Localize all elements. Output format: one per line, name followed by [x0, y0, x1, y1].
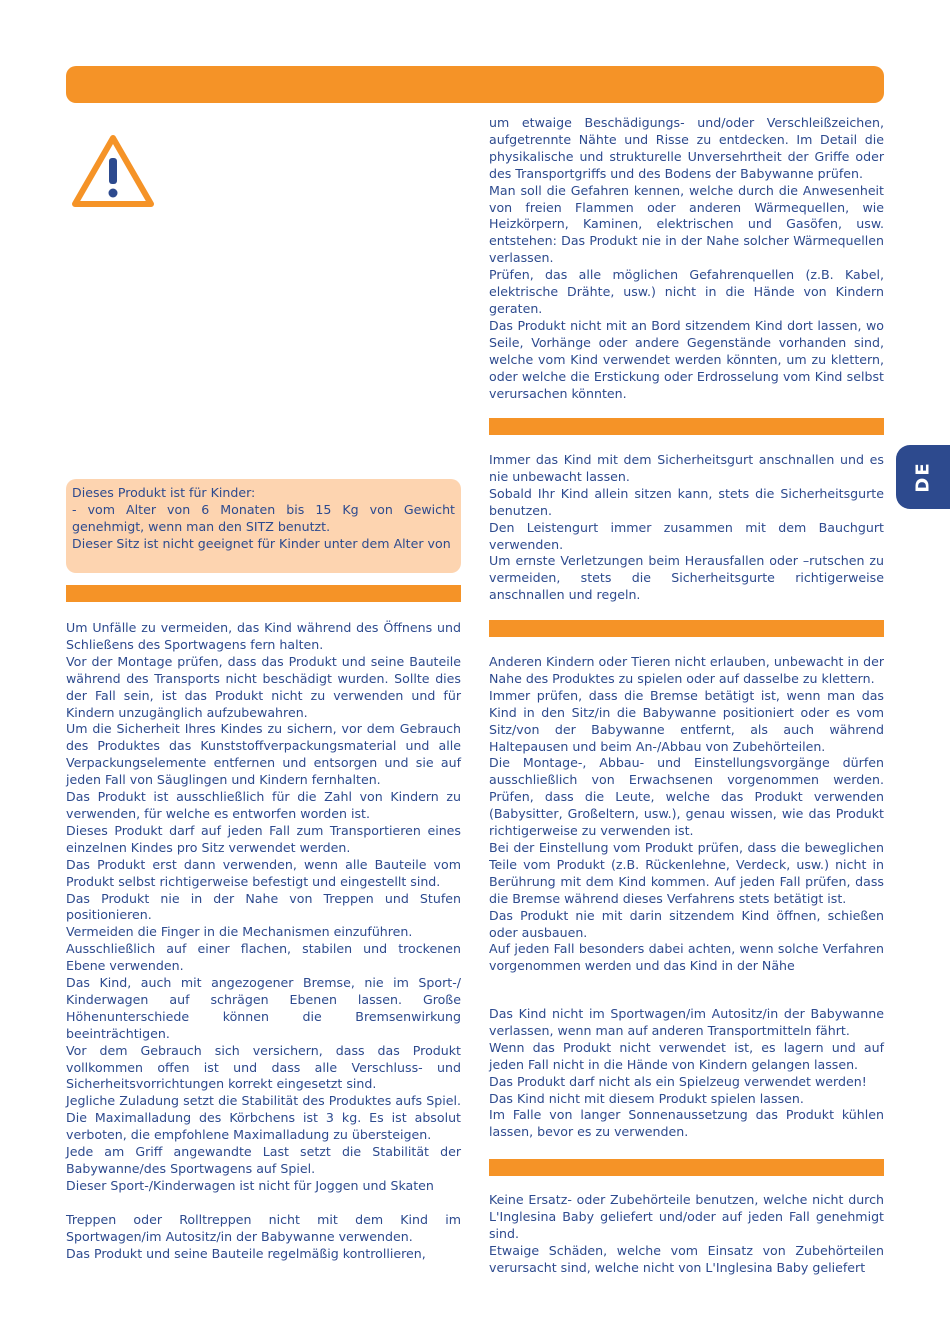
paragraph: Das Produkt ist ausschließlich für die Zahl von Kindern zu verwenden, für welche es entworfen worden ist. [66, 789, 461, 821]
age-info-box [66, 479, 461, 573]
paragraph: Das Produkt nie mit darin sitzendem Kind öffnen, schießen oder ausbauen. [489, 907, 884, 940]
header-bar [66, 66, 884, 103]
paragraph: Immer prüfen, dass die Bremse betätigt ist, wenn man das Kind in den Sitz/in die Babywanne positioniert oder es vom Sitz/von der Babywanne entfernt, als auch während Haltepausen und beim An-/Abbau von Zubehörteilen. [489, 687, 884, 754]
paragraph: Wenn das Produkt nicht verwendet ist, es lagern und auf jeden Fall nicht in die Hände von Kindern gelangen lassen. [489, 1039, 884, 1072]
paragraph: Man soll die Gefahren kennen, welche durch die Anwesenheit von freien Flammen oder anderen Wärmequellen, wie Heizkörpern, Kaminen, elektrischen und Gasöfen, usw. entstehen: Das Produkt nie in der Nahe solcher Wärmequellen verlassen. [489, 182, 884, 266]
right-column-text-4 [489, 1006, 884, 1141]
paragraph: Bei der Einstellung vom Produkt prüfen, dass die beweglichen Teile vom Produkt (z.B. Rückenlehne, Verdeck, usw.) nicht in Berührung mit dem Kind kommen. Auf jeden Fall prüfen, dass die Bremse während dieses Verfahrens stets betätigt ist. [489, 839, 884, 906]
paragraph-gap [66, 1195, 461, 1212]
paragraph: Das Kind, auch mit angezogener Bremse, nie im Sport-/ Kinderwagen auf schrägen Ebenen lassen. Große Höhenunterschiede können die Bremsenwirkung beeinträchtigen. [66, 975, 461, 1041]
right-column-text-5 [489, 1192, 884, 1277]
paragraph: Das Produkt und seine Bauteile regelmäßig kontrollieren, [66, 1245, 426, 1261]
paragraph: Sobald Ihr Kind allein sitzen kann, stets die Sicherheitsgurte benutzen. [489, 485, 884, 518]
section-bar-accessories [489, 1159, 884, 1176]
info-line: - vom Alter von 6 Monaten bis 15 Kg von Gewicht genehmigt, wenn man den SITZ benutzt. [72, 501, 455, 534]
language-tab-label: DE [912, 461, 934, 493]
left-column-text [66, 620, 461, 1262]
paragraph: Prüfen, das alle möglichen Gefahrenquellen (z.B. Kabel, elektrische Drähte, usw.) nicht in die Hände von Kindern geraten. [489, 267, 884, 316]
paragraph: Jede am Griff angewandte Last setzt die Stabilität der Babywanne/des Sportwagens auf Spiel. [66, 1144, 461, 1176]
section-bar-safety-belts [489, 418, 884, 435]
paragraph: Ausschließlich auf einer flachen, stabilen und trockenen Ebene verwenden. [66, 941, 461, 974]
paragraph: Vermeiden die Finger in die Mechanismen einzuführen. [66, 924, 413, 940]
paragraph: Anderen Kindern oder Tieren nicht erlauben, unbewacht in der Nahe des Produktes zu spielen oder auf dasselbe zu klettern. [489, 654, 884, 686]
paragraph: Vor dem Gebrauch sich versichern, dass das Produkt vollkommen offen ist und dass alle Verschluss- und Sicherheitsvorrichtungen korrekt eingesetzt sind. [66, 1042, 461, 1092]
paragraph: Etwaige Schäden, welche vom Einsatz von Zubehörteilen verursacht sind, welche nicht von L'Inglesina Baby geliefert [489, 1242, 884, 1275]
paragraph: Das Produkt erst dann verwenden, wenn alle Bauteile vom Produkt selbst richtigerweise befestigt und eingestellt sind. [66, 856, 461, 889]
language-tab [896, 445, 950, 509]
paragraph: Das Produkt nicht mit an Bord sitzendem Kind dort lassen, wo Seile, Vorhänge oder andere Gegenstände vorhanden sind, welche vom Kind verwendet werden könnten, um zu klettern, oder welche die Erstickung oder Erdrosselung vom Kind selbst verursachen könnten. [489, 317, 884, 401]
paragraph: Im Falle von langer Sonnenaussetzung das Produkt kühlen lassen, bevor es zu verwenden. [489, 1107, 884, 1140]
right-column-text-2 [489, 452, 884, 604]
right-column-text-3 [489, 654, 884, 990]
paragraph: Um Unfälle zu vermeiden, das Kind während des Öffnens und Schließens des Sportwagens fern halten. [66, 620, 461, 652]
paragraph: Das Kind nicht im Sportwagen/im Autositz/in der Babywanne verlassen, wenn man auf anderen Transportmitteln fährt. [489, 1006, 884, 1038]
paragraph: Dieses Produkt darf auf jeden Fall zum Transportieren eines einzelnen Kindes pro Sitz verwendet werden. [66, 822, 461, 855]
paragraph: um etwaige Beschädigungs- und/oder Verschleißzeichen, aufgetrennte Nähte und Risse zu entdecken. Im Detail die physikalische und strukturelle Unversehrtheit der Griffe oder des Transportgriffs und des Bodens der Babywanne prüfen. [489, 115, 884, 181]
paragraph: Keine Ersatz- oder Zubehörteile benutzen, welche nicht durch L'Inglesina Baby geliefert und/oder auf jeden Fall genehmigt sind. [489, 1192, 884, 1241]
paragraph: Den Leistengurt immer zusammen mit dem Bauchgurt verwenden. [489, 519, 884, 552]
warning-triangle-icon [70, 132, 156, 210]
section-bar-usage [489, 620, 884, 637]
paragraph: Jegliche Zuladung setzt die Stabilität des Produktes aufs Spiel. Die Maximalladung des Körbchens ist 3 kg. Es ist absolut verboten, die empfohlene Maximalladung zu übersteigen. [66, 1093, 461, 1143]
paragraph: Das Kind nicht mit diesem Produkt spielen lassen. [489, 1090, 804, 1106]
paragraph: Vor der Montage prüfen, dass das Produkt und seine Bauteile während des Transports nicht beschädigt wurden. Sollte dies der Fall sein, ist das Produkt nicht zu verwenden und für Kindern unzugänglich aufzubewahren. [66, 653, 461, 720]
paragraph: Um die Sicherheit Ihres Kindes zu sichern, vor dem Gebrauch des Produktes das Kunststoffverpackungsmaterial und alle Verpackungselemente entfernen und entsorgen und sie auf jeden Fall von Säuglingen und Kindern fernhalten. [66, 721, 461, 788]
paragraph: Das Produkt darf nicht als ein Spielzeug verwendet werden! [489, 1073, 867, 1089]
paragraph: Das Produkt nie in der Nahe von Treppen und Stufen positionieren. [66, 890, 461, 923]
paragraph: Um ernste Verletzungen beim Herausfallen oder –rutschen zu vermeiden, stets die Sicherheitsgurte richtigerweise anschnallen und regeln. [489, 553, 884, 603]
paragraph: Auf jeden Fall besonders dabei achten, wenn solche Verfahren vorgenommen werden und das Kind in der Nähe [489, 941, 884, 974]
paragraph: Die Montage-, Abbau- und Einstellungsvorgänge dürfen ausschließlich von Erwachsenen vorgenommen werden. Prüfen, dass die Leute, welche das Produkt verwenden (Babysitter, Großeltern, usw.), genau wissen, wie das Produkt richtigerweise zu verwenden ist. [489, 755, 884, 839]
info-line: Dieser Sitz ist nicht geeignet für Kinder unter dem Alter von [72, 535, 451, 551]
paragraph: Dieser Sport-/Kinderwagen ist nicht für Joggen und Skaten [66, 1177, 434, 1193]
right-column-text-1 [489, 115, 884, 402]
info-line: Dieses Produkt ist für Kinder: [72, 485, 256, 500]
section-bar-general-warnings [66, 585, 461, 602]
paragraph: Immer das Kind mit dem Sicherheitsgurt anschnallen und es nie unbewacht lassen. [489, 452, 884, 484]
paragraph: Treppen oder Rolltreppen nicht mit dem Kind im Sportwagen/im Autositz/in der Babywanne verwenden. [66, 1211, 461, 1244]
